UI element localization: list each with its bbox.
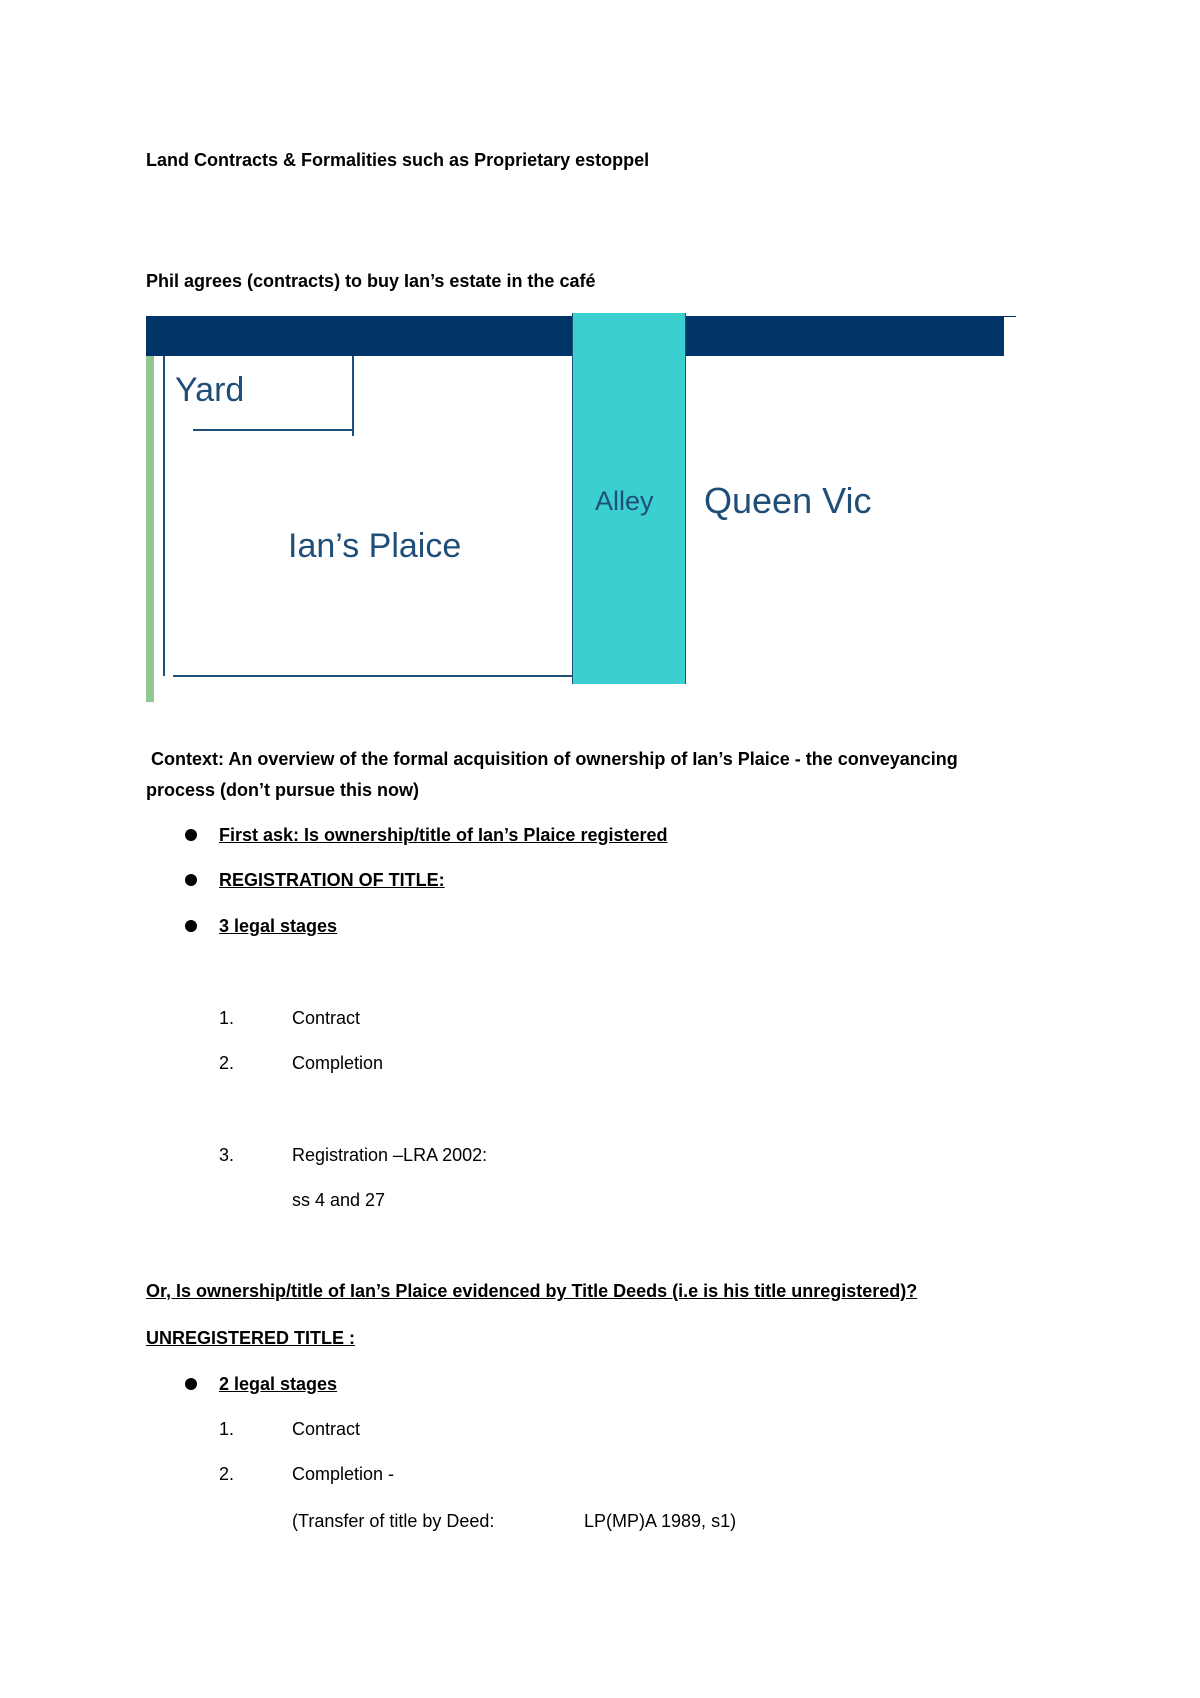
context-line-2: process (don’t pursue this now) [146, 780, 420, 800]
intro-text: Phil agrees (contracts) to buy Ian’s estate in the café [146, 271, 596, 291]
bullet-icon [185, 1378, 197, 1390]
stage-number: 2. [219, 1464, 235, 1484]
transfer-label: (Transfer of title by Deed: [292, 1511, 495, 1531]
road-bar-left [146, 316, 572, 356]
bullet-icon [185, 920, 197, 932]
stage-number: 1. [219, 1008, 235, 1028]
ians-plaice-label: Ian’s Plaice [288, 527, 462, 565]
yard-bottom-boundary [193, 429, 353, 431]
bullet-three-stages: 3 legal stages [219, 916, 338, 936]
plaice-bottom-boundary [173, 675, 573, 677]
stage-number: 2. [219, 1053, 235, 1073]
bullet-registration-heading: REGISTRATION OF TITLE: [219, 870, 445, 890]
context-line-1: Context: An overview of the formal acquisition of ownership of Ian’s Plaice - the conveyancing [151, 749, 958, 769]
green-boundary [146, 356, 154, 702]
lra-sections: ss 4 and 27 [292, 1190, 386, 1210]
stage-number: 1. [219, 1419, 235, 1439]
stage-number: 3. [219, 1145, 235, 1165]
road-bar-end [1004, 316, 1016, 317]
road-bar-right [686, 316, 1004, 356]
stage-text: Completion - [292, 1464, 395, 1484]
unregistered-question: Or, Is ownership/title of Ian’s Plaice evidenced by Title Deeds (i.e is his title unregistered)? [146, 1281, 918, 1301]
stage-text: Completion [292, 1053, 384, 1073]
unregistered-heading: UNREGISTERED TITLE : [146, 1328, 356, 1348]
document-title: Land Contracts & Formalities such as Proprietary estoppel [146, 150, 650, 170]
bullet-icon [185, 829, 197, 841]
property-diagram [146, 313, 1016, 705]
bullet-registered-question: First ask: Is ownership/title of Ian’s Plaice registered [219, 825, 668, 845]
transfer-reference: LP(MP)A 1989, s1) [584, 1511, 737, 1531]
yard-right-boundary [352, 356, 354, 436]
yard-label: Yard [175, 371, 245, 409]
bullet-two-stages: 2 legal stages [219, 1374, 338, 1394]
plaice-left-boundary [163, 356, 165, 676]
bullet-icon [185, 874, 197, 886]
stage-text: Registration –LRA 2002: [292, 1145, 488, 1165]
queen-vic-label: Queen Vic [704, 480, 872, 521]
alley-label: Alley [595, 486, 654, 516]
stage-text: Contract [292, 1008, 361, 1028]
stage-text: Contract [292, 1419, 361, 1439]
